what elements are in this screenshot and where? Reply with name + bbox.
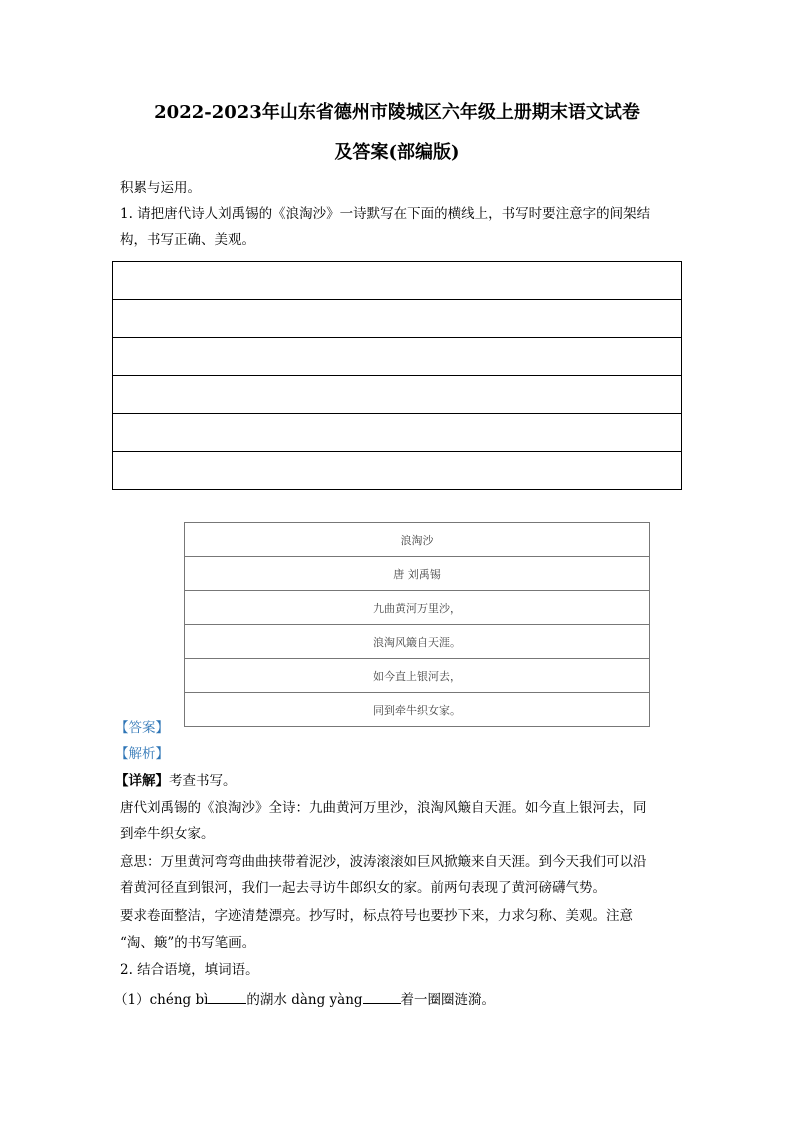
fill-blank[interactable] — [363, 991, 401, 1004]
poem-line-cell: 同到牵牛织女家。 — [185, 693, 650, 727]
question-1-line-1: 1. 请把唐代诗人刘禹锡的《浪淘沙》一诗默写在下面的横线上，书写时要注意字的间架结 — [120, 206, 651, 222]
detail-text: 考查书写。 — [169, 773, 237, 789]
document-title-line-2: 及答案(部编版) — [334, 142, 460, 163]
blank-row — [113, 262, 682, 300]
explanation-line: 唐代刘禹锡的《浪淘沙》全诗：九曲黄河万里沙，浪淘风簸自天涯。如今直上银河去，同 — [120, 800, 647, 816]
table-row — [185, 659, 650, 693]
explanation-line: “淘、簸”的书写笔画。 — [120, 935, 256, 951]
blank-row — [113, 414, 682, 452]
poem-line-cell: 如今直上银河去， — [185, 659, 650, 693]
blank-row — [113, 338, 682, 376]
blank-row — [113, 452, 682, 490]
explanation-line: 意思：万里黄河弯弯曲曲挟带着泥沙，波涛滚滚如巨风掀簸来自天涯。到今天我们可以沿 — [120, 854, 647, 870]
explanation-line: 要求卷面整洁，字迹清楚漂亮。抄写时，标点符号也要抄下来，力求匀称、美观。注意 — [120, 908, 633, 924]
poem-title-cell: 浪淘沙 — [185, 523, 650, 557]
explanation-line: 着黄河径直到银河，我们一起去寻访牛郎织女的家。前两句表现了黄河磅礴气势。 — [120, 880, 606, 896]
table-row — [185, 625, 650, 659]
blank-cell[interactable] — [113, 300, 682, 338]
poem-line-cell: 九曲黄河万里沙， — [185, 591, 650, 625]
poem-line-cell: 浪淘风簸自天涯。 — [185, 625, 650, 659]
blank-cell[interactable] — [113, 338, 682, 376]
table-row — [185, 557, 650, 591]
detail-line — [115, 775, 237, 789]
blank-row — [113, 300, 682, 338]
question-2-stem: 2. 结合语境，填词语。 — [120, 962, 259, 978]
fill-blank[interactable] — [208, 991, 246, 1004]
explanation-line: 到牵牛织女家。 — [120, 826, 215, 842]
pinyin-prompt: （1）chéng bì — [114, 992, 209, 1008]
document-title-line-1: 2022-2023年山东省德州市陵城区六年级上册期末语文试卷 — [154, 102, 640, 123]
blank-cell[interactable] — [113, 376, 682, 414]
table-row — [185, 591, 650, 625]
question-1-line-2: 构，书写正确、美观。 — [120, 232, 255, 248]
writing-blank-table — [112, 261, 682, 490]
table-row — [185, 693, 650, 727]
answer-label: 【答案】 — [115, 720, 169, 736]
analysis-label: 【解析】 — [115, 746, 169, 762]
blank-cell[interactable] — [113, 414, 682, 452]
poem-author-cell: 唐 刘禹锡 — [185, 557, 650, 591]
blank-row — [113, 376, 682, 414]
blank-cell[interactable] — [113, 452, 682, 490]
pinyin-prompt: 的湖水 dàng yàng — [246, 992, 363, 1008]
answer-poem-table — [184, 522, 650, 727]
detail-tag: 【详解】 — [115, 773, 169, 789]
section-heading: 积累与运用。 — [120, 180, 201, 196]
table-row — [185, 523, 650, 557]
question-2-item-1 — [114, 991, 495, 1008]
blank-cell[interactable] — [113, 262, 682, 300]
sentence-tail: 着一圈圈涟漪。 — [400, 992, 496, 1008]
